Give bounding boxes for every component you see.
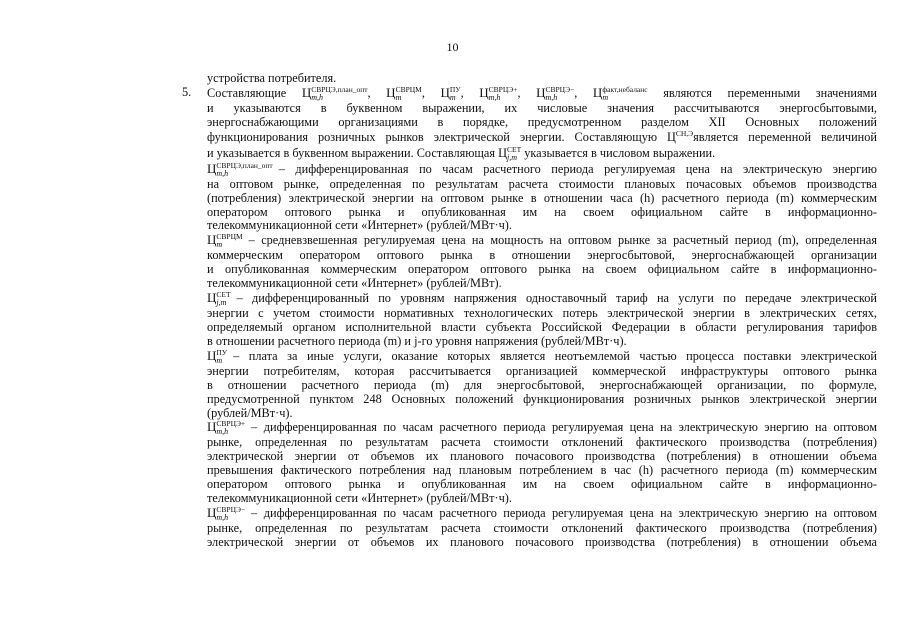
definition-last-line: в отношении расчетного периода (m) и j-го уровня напряжения (рублей/МВт·ч).	[207, 333, 627, 348]
definition-first-line: Ц СВРЦЭ− m,h – дифференцированная по часам расчетного периода регулируемая цена на электрическую энергию на оптовом	[207, 504, 877, 522]
definition-item	[207, 349, 877, 421]
definition-item	[207, 291, 877, 349]
item-5-line-3: энергоснабжающими организациями в порядке, предусмотренном разделом XII Основных положений	[207, 114, 877, 129]
definition-first-line: Ц СВРЦМ m – средневзвешенная регулируемая цена на мощность на оптовом рынке за расчетный период (m), определенная	[207, 232, 877, 250]
definition-symbol: Ц СВРЦЭ+ m,h	[207, 419, 246, 437]
definition-symbol: Ц ПУ m	[207, 347, 228, 365]
item-5-line-4: функционирования розничных рынков электрической энергии. Составляющую Ц СН,Э является переменной величиной	[207, 128, 877, 144]
definition-item	[207, 162, 877, 234]
definition-first-line: Ц СВРЦЭ,план_опт m,h – дифференцированная по часам расчетного периода регулируемая цена на электрическую энергию	[207, 160, 877, 178]
definition-line: рынке, определенная по результатам расчета стоимости отклонений фактического производства (потребления)	[207, 435, 877, 450]
definition-line: (потребления) электрической энергии на оптовом рынке в отношении часа (h) расчетного периода (m) коммерческим	[207, 190, 877, 205]
definition-line: электрической энергии от объемов их планового почасового производства (потребления) в отношении объема	[207, 449, 877, 464]
definition-line: и опубликованная коммерческим оператором оптового рынка на своем официальном сайте в информационно-	[207, 262, 877, 277]
page-number: 10	[446, 40, 459, 54]
definition-line: предусмотренной пунктом 248 Основных положений функционирования розничных рынков электрической энергии	[207, 391, 877, 406]
definition-line: оператором оптового рынка и опубликованная им на своем официальном сайте в информационно-	[207, 204, 877, 219]
symbol-pu: Ц ПУ m	[440, 84, 461, 102]
definition-last-line: телекоммуникационной сети «Интернет» (рублей/МВт·ч).	[207, 491, 512, 506]
definition-symbol: Ц СВРЦЭ,план_опт m,h	[207, 160, 273, 178]
definition-line: энергии потребителям, которая рассчитывается организацией коммерческой инфраструктуры оптового рынка	[207, 363, 877, 378]
item-5-line-5: и указывается в буквенном выражении. Составляющая Ц СЕТ j,m указывается в числовом выражении.	[207, 144, 716, 162]
symbol-price-plan: Ц СВРЦЭ,план_опт m,h	[301, 84, 368, 102]
definition-first-line: Ц СВРЦЭ+ m,h – дифференцированная по часам расчетного периода регулируемая цена на электрическую энергию на оптовом	[207, 419, 877, 437]
definition-symbol: Ц СВРЦЭ− m,h	[207, 504, 246, 522]
definition-item	[207, 506, 877, 550]
definition-line: рынке, определенная по результатам расчета стоимости отклонений фактического производства (потребления)	[207, 520, 877, 535]
definition-item	[207, 420, 877, 506]
definition-last-line: (рублей/МВт·ч).	[207, 405, 293, 420]
definition-line: энергии с учетом стоимости нормативных технологических потерь электрической энергии в электрических сетях,	[207, 306, 877, 321]
symbol-svrcm: Ц СВРЦМ m	[386, 84, 422, 102]
definition-line: оператором оптового рынка и опубликованная им на своем официальном сайте в информационно-	[207, 477, 877, 492]
item-5-line-2: и указываются в буквенном выражении, их числовые значения рассчитываются энергосбытовыми,	[207, 100, 877, 115]
item-number: 5.	[182, 84, 192, 99]
definition-last-line: телекоммуникационной сети «Интернет» (рублей/МВт).	[207, 276, 502, 291]
definition-line: электрической энергии от объемов их планового почасового производства (потребления) в отношении объема	[207, 534, 877, 549]
item-5-line-1: Составляющие Ц СВРЦЭ,план_опт m,h , Ц СВРЦМ m , Ц ПУ m , Ц СВРЦЭ+ m,h , Ц СВРЦЭ− m,h , Ц факт,небаланс m являются переменными значениями	[207, 84, 877, 102]
definition-symbol: Ц СВРЦМ m	[207, 232, 243, 250]
definition-last-line: телекоммуникационной сети «Интернет» (рублей/МВт·ч).	[207, 218, 512, 233]
symbol-svrce-minus: Ц СВРЦЭ− m,h	[536, 84, 575, 102]
definition-line: коммерческим оператором оптового рынка в отношении энергосбытовой, энергоснабжающей организации	[207, 248, 877, 263]
intro-line: устройства потребителя.	[207, 71, 337, 85]
symbol-svrce-plus: Ц СВРЦЭ+ m,h	[479, 84, 518, 102]
definition-first-line: Ц СЕТ j,m – дифференцированный по уровням напряжения одноставочный тариф на услуги по передаче электрической	[207, 290, 877, 308]
symbol-fact: Ц факт,небаланс m	[592, 84, 648, 102]
definition-first-line: Ц ПУ m – плата за иные услуги, оказание которых является неотъемлемой частью процесса поставки электрической	[207, 347, 877, 365]
definition-line: превышения фактического потребления над плановым потреблением в час (h) расчетного периода (m) коммерческим	[207, 463, 877, 478]
document-body	[182, 71, 877, 550]
definition-line: на оптовом рынке, определенная по результатам расчета стоимости плановых почасовых объемов производства	[207, 176, 877, 191]
definition-line: определяемый органом исполнительной власти субъекта Российской Федерации в области регулирования тарифов	[207, 319, 877, 334]
definitions-list	[207, 162, 877, 550]
definition-line: в отношении расчетного периода (m) для энергосбытовой, энергоснабжающей организации, по формуле,	[207, 377, 877, 392]
definition-item	[207, 233, 877, 291]
definition-symbol: Ц СЕТ j,m	[207, 290, 231, 308]
item-5	[182, 84, 877, 162]
